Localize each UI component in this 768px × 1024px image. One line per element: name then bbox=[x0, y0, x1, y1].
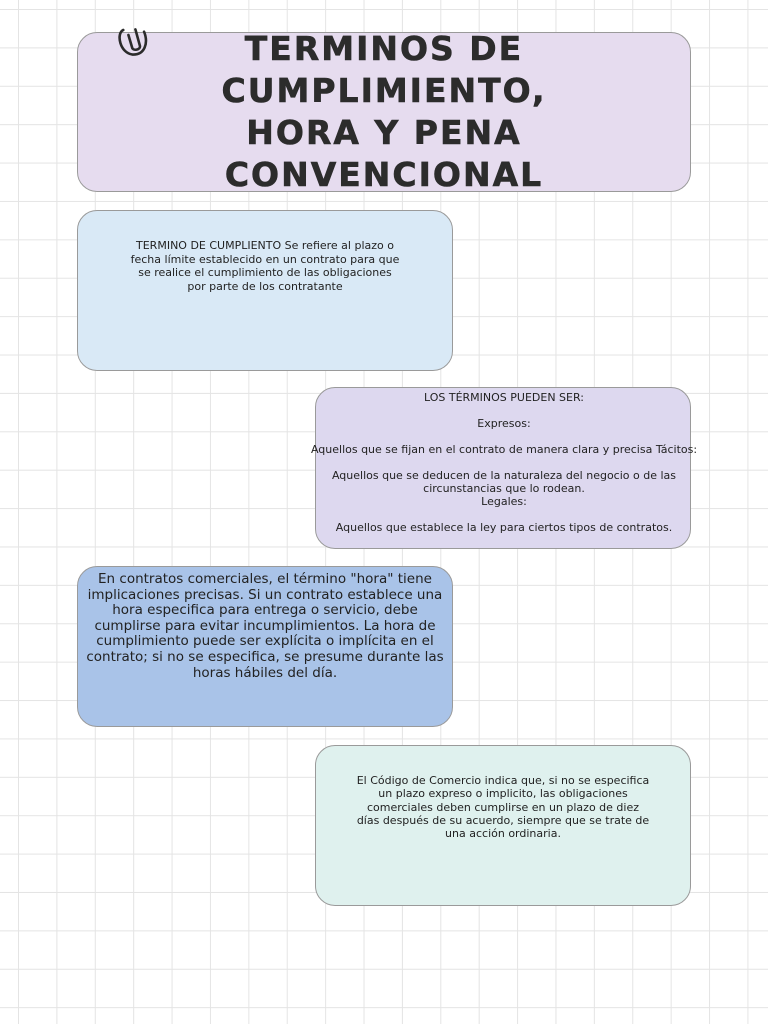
title-line-3: HORA Y PENA bbox=[246, 113, 522, 152]
termino-cumplimiento-text: TERMINO DE CUMPLIENTO Se refiere al plazo o fecha límite establecido en un contrato para que se realice el cumplimiento de las obligaciones por parte de los contratante bbox=[130, 239, 400, 293]
title-line-1: TERMINOS DE bbox=[244, 29, 524, 68]
title-line-4: CONVENCIONAL bbox=[224, 155, 544, 194]
page-title bbox=[222, 28, 547, 196]
tipos-terminos-heading: LOS TÉRMINOS PUEDEN SER: bbox=[423, 391, 584, 404]
legales-label: Legales: bbox=[481, 495, 527, 508]
hora-card bbox=[77, 566, 453, 727]
termino-cumplimiento-card bbox=[77, 210, 453, 371]
expresos-label: Expresos: bbox=[477, 417, 531, 430]
codigo-comercio-text: El Código de Comercio indica que, si no se especifica un plazo expreso o implicito, las obligaciones comerciales deben cumplirse en un plazo de diez días después de su acuerdo, siempre que se trate de una acción ordinaria. bbox=[356, 774, 650, 841]
paperclip-icon bbox=[112, 20, 156, 64]
codigo-comercio-card bbox=[315, 745, 691, 906]
title-line-2: CUMPLIMIENTO, bbox=[221, 71, 547, 110]
legales-text: Aquellos que establece la ley para ciertos tipos de contratos. bbox=[335, 521, 673, 534]
expresos-text: Aquellos que se fijan en el contrato de manera clara y precisa Tácitos: bbox=[310, 443, 698, 456]
tipos-terminos-card bbox=[310, 387, 698, 549]
title-card bbox=[77, 29, 691, 194]
hora-text: En contratos comerciales, el término "hora" tiene implicaciones precisas. Si un contrato establece una hora especifica para entrega o servicio, debe cumplirse para evitar incumplimientos. La hora de cumplimiento puede ser explícita o implícita en el contrato; si no se especifica, se presume durante las horas hábiles del día. bbox=[86, 571, 444, 681]
tacitos-text: Aquellos que se deducen de la naturaleza del negocio o de las circunstancias que lo rodean. bbox=[331, 469, 677, 495]
